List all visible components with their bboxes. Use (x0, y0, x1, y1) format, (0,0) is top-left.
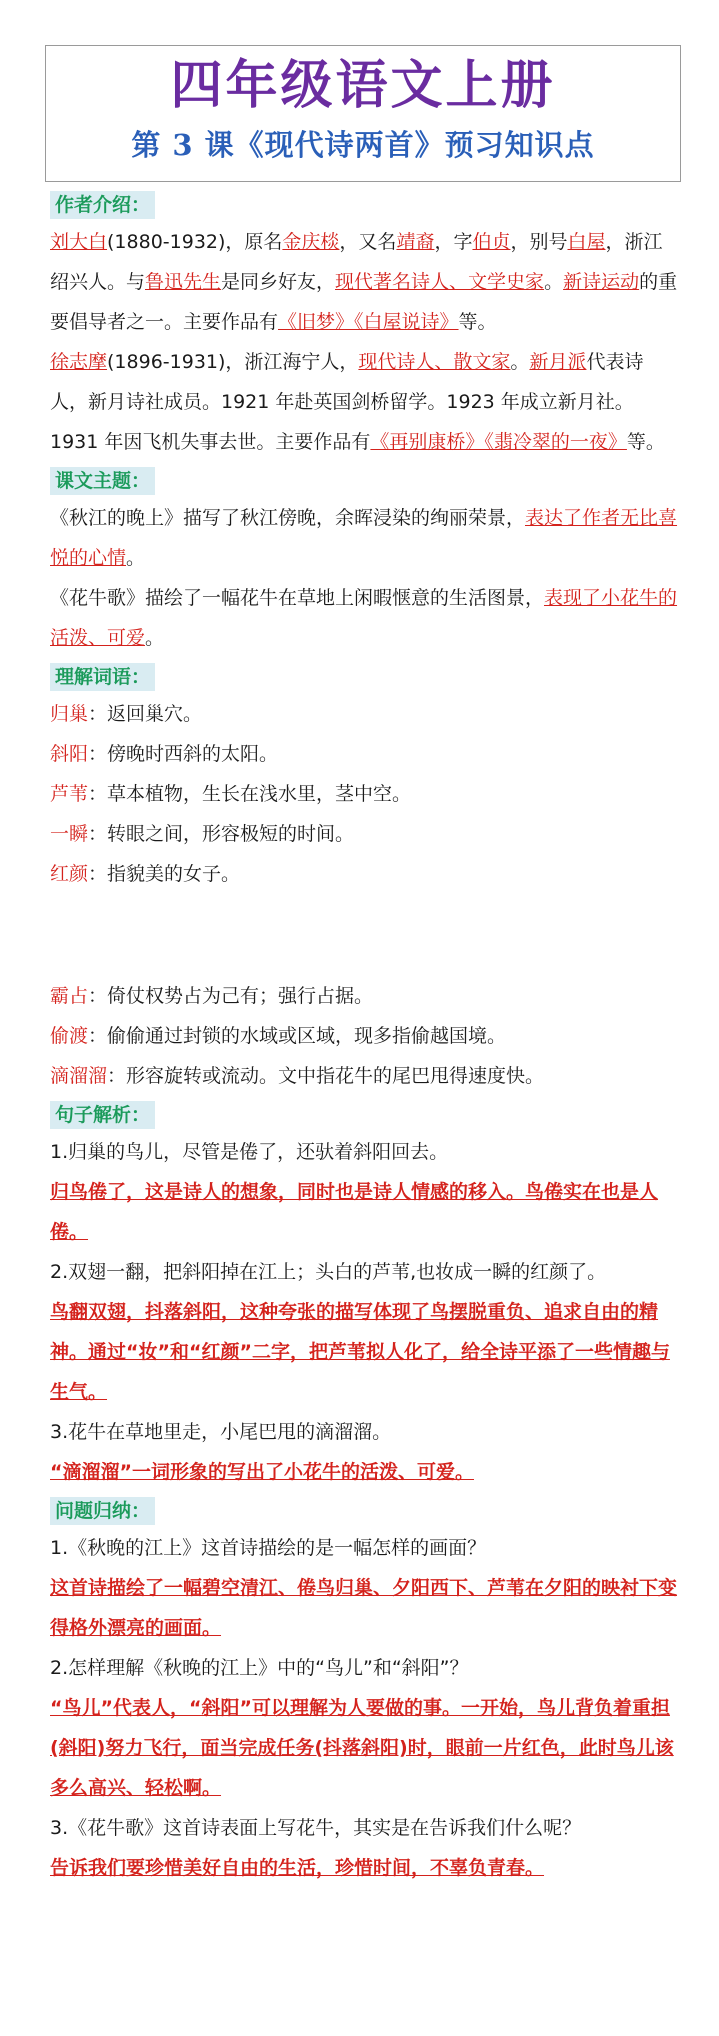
xu-name: 徐志摩 (50, 351, 108, 373)
liu-text-4: ，浙江绍兴人。与 (50, 231, 663, 293)
liu-friend: 鲁迅先生 (145, 271, 222, 293)
header-box (45, 45, 681, 182)
word-item (50, 1056, 680, 1096)
theme-2-highlight: 表现了小花牛的活泼、可爱 (50, 587, 678, 649)
word-term: 偷渡 (50, 1025, 89, 1047)
sentence-question: 1.归巢的鸟儿，尽管是倦了，还驮着斜阳回去。 (50, 1141, 449, 1163)
liu-text-7: 的重要倡导者之一。主要作品有 (50, 271, 678, 333)
section-theme-heading: 课文主题： (50, 467, 155, 495)
question-answer (50, 1568, 680, 1648)
theme-paragraph-2 (50, 578, 680, 658)
theme-1-end: 。 (126, 547, 146, 569)
sentence-answer-text: “滴溜溜”一词形象的写出了小花牛的活泼、可爱。 (50, 1461, 474, 1483)
theme-paragraph-1 (50, 498, 680, 578)
word-term: 霸占 (50, 985, 89, 1007)
word-definition: ：形容旋转或流动。文中指花牛的尾巴甩得速度快。 (107, 1065, 545, 1087)
word-item (50, 694, 680, 734)
word-item (50, 734, 680, 774)
blank-gap (50, 894, 680, 976)
word-item (50, 774, 680, 814)
word-definition: ：转眼之间，形容极短的时间。 (88, 823, 355, 845)
word-term: 一瞬 (50, 823, 89, 845)
liu-name: 刘大白 (50, 231, 108, 253)
liu-movement: 新诗运动 (563, 271, 640, 293)
question-answer-text: “鸟儿”代表人，“斜阳”可以理解为人要做的事。一开始，鸟儿背负着重担(斜阳)努力飞行，面当完成任务(抖落斜阳)时，眼前一片红色，此时鸟儿该多么高兴、轻松啊。 (50, 1697, 674, 1799)
theme-2-text: 《花牛歌》描绘了一幅花牛在草地上闲暇惬意的生活图景， (50, 587, 545, 609)
xu-role: 现代诗人、散文家 (358, 351, 511, 373)
xu-text-3: 等。 (626, 431, 665, 453)
liu-hao: 白屋 (567, 231, 606, 253)
theme-1-highlight: 表达了作者无比喜悦的心情 (50, 507, 678, 569)
xu-text-2: 代表诗人，新月诗社成员。1921 年赴英国剑桥留学。1923 年成立新月社。1931 年因飞机失事去世。主要作品有 (50, 351, 644, 453)
author-xu-paragraph (50, 342, 680, 462)
content (50, 186, 680, 1888)
author-liu-paragraph (50, 222, 680, 342)
word-term: 斜阳 (50, 743, 89, 765)
section-questions-heading: 问题归纳： (50, 1497, 155, 1525)
page-title: 四年级语文上册 (170, 55, 556, 116)
sentence-question: 2.双翅一翻，把斜阳掉在江上；头白的芦苇,也妆成一瞬的红颜了。 (50, 1261, 607, 1283)
word-term: 滴溜溜 (50, 1065, 108, 1087)
word-definition: ：傍晚时西斜的太阳。 (88, 743, 279, 765)
liu-years: (1880-1932)，原名 (107, 231, 283, 253)
liu-orig-name: 金庆棪 (282, 231, 340, 253)
liu-text-2: ，字 (434, 231, 473, 253)
xu-text-1: 。 (510, 351, 530, 373)
page-subtitle: 第 3 课《现代诗两首》预习知识点 (131, 128, 595, 162)
word-term: 芦苇 (50, 783, 89, 805)
sentence-answer (50, 1452, 680, 1492)
xu-years: (1896-1931)，浙江海宁人， (107, 351, 359, 373)
xu-school: 新月派 (529, 351, 587, 373)
word-term: 红颜 (50, 863, 89, 885)
liu-text-8: 等。 (458, 311, 497, 333)
question-text: 3.《花牛歌》这首诗表面上写花牛，其实是在告诉我们什么呢？ (50, 1817, 582, 1839)
word-definition: ：指貌美的女子。 (88, 863, 241, 885)
question-answer (50, 1848, 680, 1888)
word-item (50, 976, 680, 1016)
question-answer-text: 这首诗描绘了一幅碧空清江、倦鸟归巢、夕阳西下、芦苇在夕阳的映衬下变得格外漂亮的画面。 (50, 1577, 678, 1639)
liu-text-3: ，别号 (510, 231, 568, 253)
word-item (50, 814, 680, 854)
word-definition: ：草本植物，生长在浅水里，茎中空。 (88, 783, 412, 805)
liu-alias: 靖裔 (396, 231, 435, 253)
sentence-answer-text: 归鸟倦了，这是诗人的想象，同时也是诗人情感的移入。鸟倦实在也是人倦。 (50, 1181, 659, 1243)
liu-zi: 伯贞 (472, 231, 511, 253)
section-sentences-heading: 句子解析： (50, 1101, 155, 1129)
word-term: 归巢 (50, 703, 89, 725)
section-words-heading: 理解词语： (50, 663, 155, 691)
liu-text-5: 是同乡好友， (221, 271, 336, 293)
word-definition: ：偷偷通过封锁的水域或区域，现多指偷越国境。 (88, 1025, 507, 1047)
sentence-answer-text: 鸟翻双翅，抖落斜阳，这种夸张的描写体现了鸟摆脱重负、追求自由的精神。通过“妆”和“红颜”二字，把芦苇拟人化了，给全诗平添了一些情趣与生气。 (50, 1301, 670, 1403)
question-answer (50, 1688, 680, 1808)
sentence-question: 3.花牛在草地里走，小尾巴甩的滴溜溜。 (50, 1421, 392, 1443)
liu-text-6: 。 (544, 271, 564, 293)
word-item (50, 854, 680, 894)
sentence-answer (50, 1292, 680, 1412)
question-answer-text: 告诉我们要珍惜美好自由的生活，珍惜时间，不辜负青春。 (50, 1857, 545, 1879)
liu-text-1: ，又名 (339, 231, 397, 253)
section-author-heading: 作者介绍： (50, 191, 155, 219)
question-text: 1.《秋晚的江上》这首诗描绘的是一幅怎样的画面？ (50, 1537, 487, 1559)
xu-works: 《再别康桥》《翡冷翠的一夜》 (370, 431, 627, 453)
sentence-answer (50, 1172, 680, 1252)
liu-role: 现代著名诗人、文学史家 (335, 271, 545, 293)
theme-1-text: 《秋江的晚上》描写了秋江傍晚，余晖浸染的绚丽荣景， (50, 507, 526, 529)
theme-2-end: 。 (145, 627, 165, 649)
word-definition: ：返回巢穴。 (88, 703, 203, 725)
liu-works: 《旧梦》《白屋说诗》 (278, 311, 459, 333)
question-text: 2.怎样理解《秋晚的江上》中的“鸟儿”和“斜阳”？ (50, 1657, 469, 1679)
word-item (50, 1016, 680, 1056)
word-definition: ：倚仗权势占为己有；强行占据。 (88, 985, 374, 1007)
